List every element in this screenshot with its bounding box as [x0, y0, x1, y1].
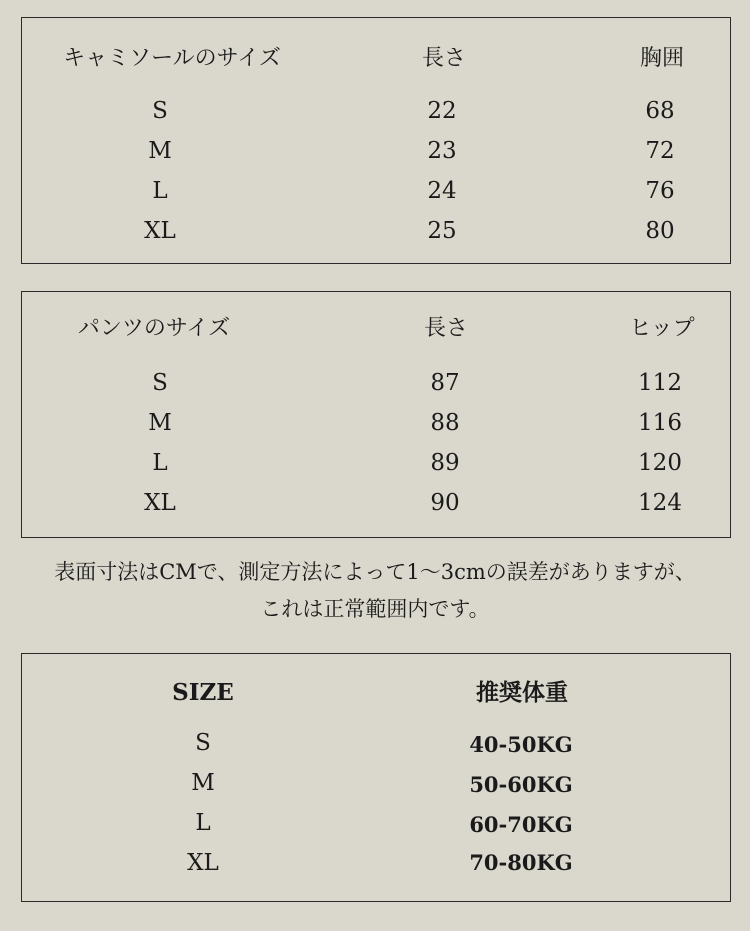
pants-size-header: パンツのサイズ — [77, 316, 231, 341]
camisole-size-cell: XL — [144, 218, 176, 244]
camisole-length-cell: 24 — [427, 178, 457, 204]
camisole-bust-cell: 68 — [645, 98, 675, 124]
camisole-length-cell: 25 — [427, 218, 457, 244]
pants-length-header: 長さ — [423, 316, 469, 341]
pants-hip-cell: 124 — [638, 490, 682, 516]
weight-recommended-header: 推奨体重 — [476, 679, 568, 706]
camisole-length-header: 長さ — [421, 46, 467, 71]
camisole-bust-cell: 80 — [645, 218, 675, 244]
camisole-size-table — [21, 17, 731, 264]
pants-size-cell: M — [148, 410, 172, 436]
measurement-note-line-1: 表面寸法はCMで、測定方法によって1～3cmの誤差がありますが、 — [54, 560, 696, 584]
pants-length-cell: 90 — [430, 490, 460, 516]
camisole-length-cell: 23 — [427, 138, 457, 164]
pants-size-cell: L — [152, 450, 168, 476]
camisole-bust-cell: 76 — [645, 178, 675, 204]
camisole-bust-header: 胸囲 — [639, 46, 685, 71]
weight-size-cell: M — [191, 770, 215, 796]
camisole-size-cell: L — [152, 178, 168, 204]
measurement-note-line-2: これは正常範囲内です。 — [260, 597, 490, 621]
weight-recommendation-table — [21, 653, 731, 902]
pants-size-cell: XL — [144, 490, 176, 516]
pants-hip-cell: 112 — [638, 370, 682, 396]
weight-range-cell: 60-70KG — [469, 812, 573, 837]
camisole-size-cell: S — [152, 98, 168, 124]
weight-size-header: SIZE — [172, 679, 234, 706]
pants-length-cell: 88 — [430, 410, 460, 436]
pants-size-cell: S — [152, 370, 168, 396]
pants-length-cell: 87 — [430, 370, 460, 396]
pants-hip-header: ヒップ — [629, 316, 695, 341]
weight-size-cell: XL — [187, 850, 219, 876]
weight-size-cell: S — [195, 730, 211, 756]
pants-length-cell: 89 — [430, 450, 460, 476]
camisole-length-cell: 22 — [427, 98, 457, 124]
weight-range-cell: 40-50KG — [469, 732, 573, 757]
weight-range-cell: 70-80KG — [469, 850, 573, 875]
weight-size-cell: L — [195, 810, 211, 836]
camisole-bust-cell: 72 — [645, 138, 675, 164]
pants-hip-cell: 120 — [638, 450, 682, 476]
pants-size-table — [21, 291, 731, 538]
camisole-size-cell: M — [148, 138, 172, 164]
pants-hip-cell: 116 — [638, 410, 682, 436]
camisole-size-header: キャミソールのサイズ — [63, 46, 281, 71]
weight-range-cell: 50-60KG — [469, 772, 573, 797]
